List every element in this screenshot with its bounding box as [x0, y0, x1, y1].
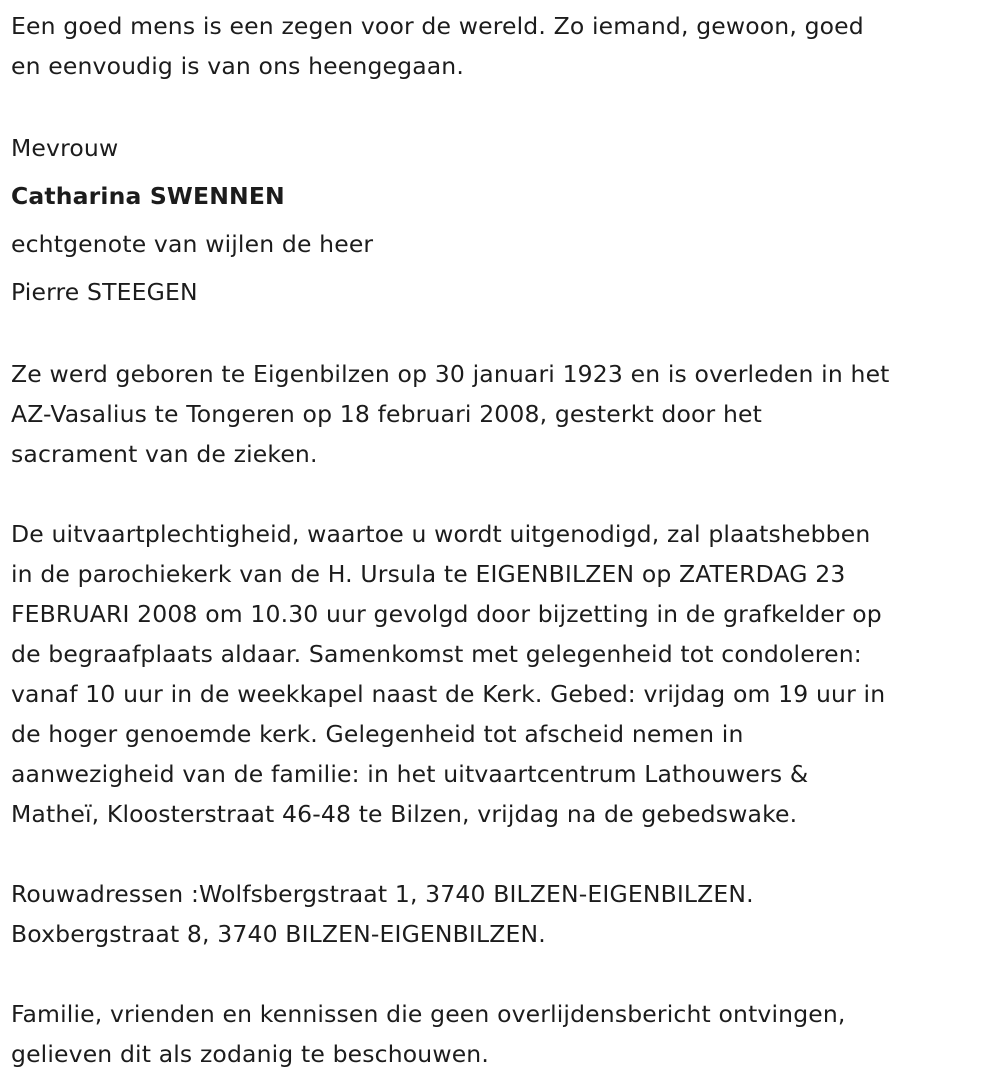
birth-death-paragraph: [11, 354, 996, 474]
paragraph-line: vanaf 10 uur in de weekkapel naast de Kerk. Gebed: vrijdag om 19 uur in: [11, 680, 886, 708]
ceremony-paragraph: [11, 514, 996, 834]
paragraph-line: de hoger genoemde kerk. Gelegenheid tot afscheid nemen in: [11, 720, 744, 748]
paragraph-line: AZ-Vasalius te Tongeren op 18 februari 2008, gesterkt door het: [11, 400, 763, 428]
paragraph-line: FEBRUARI 2008 om 10.30 uur gevolgd door bijzetting in de grafkelder op: [11, 600, 882, 628]
relation-text: echtgenote van wijlen de heer: [11, 230, 374, 258]
paragraph-line: aanwezigheid van de familie: in het uitvaartcentrum Lathouwers &: [11, 760, 809, 788]
intro-paragraph: [11, 6, 996, 86]
honorific: Mevrouw: [11, 134, 119, 162]
spouse-name: Pierre STEEGEN: [11, 278, 198, 306]
deceased-name: Catharina SWENNEN: [11, 182, 285, 210]
intro-line: Een goed mens is een zegen voor de wereld. Zo iemand, gewoon, goed: [11, 12, 864, 40]
closing-line: gelieven dit als zodanig te beschouwen.: [11, 1040, 489, 1068]
paragraph-line: De uitvaartplechtigheid, waartoe u wordt uitgenodigd, zal plaatshebben: [11, 520, 871, 548]
paragraph-line: in de parochiekerk van de H. Ursula te EIGENBILZEN op ZATERDAG 23: [11, 560, 846, 588]
address-line: Rouwadressen :Wolfsbergstraat 1, 3740 BILZEN-EIGENBILZEN.: [11, 880, 754, 908]
obituary-document: [11, 6, 996, 1074]
address-line: Boxbergstraat 8, 3740 BILZEN-EIGENBILZEN.: [11, 920, 546, 948]
addresses-paragraph: [11, 874, 996, 954]
paragraph-line: sacrament van de zieken.: [11, 440, 318, 468]
deceased-block: [11, 124, 996, 316]
closing-line: Familie, vrienden en kennissen die geen overlijdensbericht ontvingen,: [11, 1000, 846, 1028]
closing-paragraph: [11, 994, 996, 1074]
paragraph-line: Ze werd geboren te Eigenbilzen op 30 januari 1923 en is overleden in het: [11, 360, 890, 388]
intro-line: en eenvoudig is van ons heengegaan.: [11, 52, 464, 80]
paragraph-line: Matheï, Kloosterstraat 46-48 te Bilzen, vrijdag na de gebedswake.: [11, 800, 798, 828]
paragraph-line: de begraafplaats aldaar. Samenkomst met gelegenheid tot condoleren:: [11, 640, 862, 668]
